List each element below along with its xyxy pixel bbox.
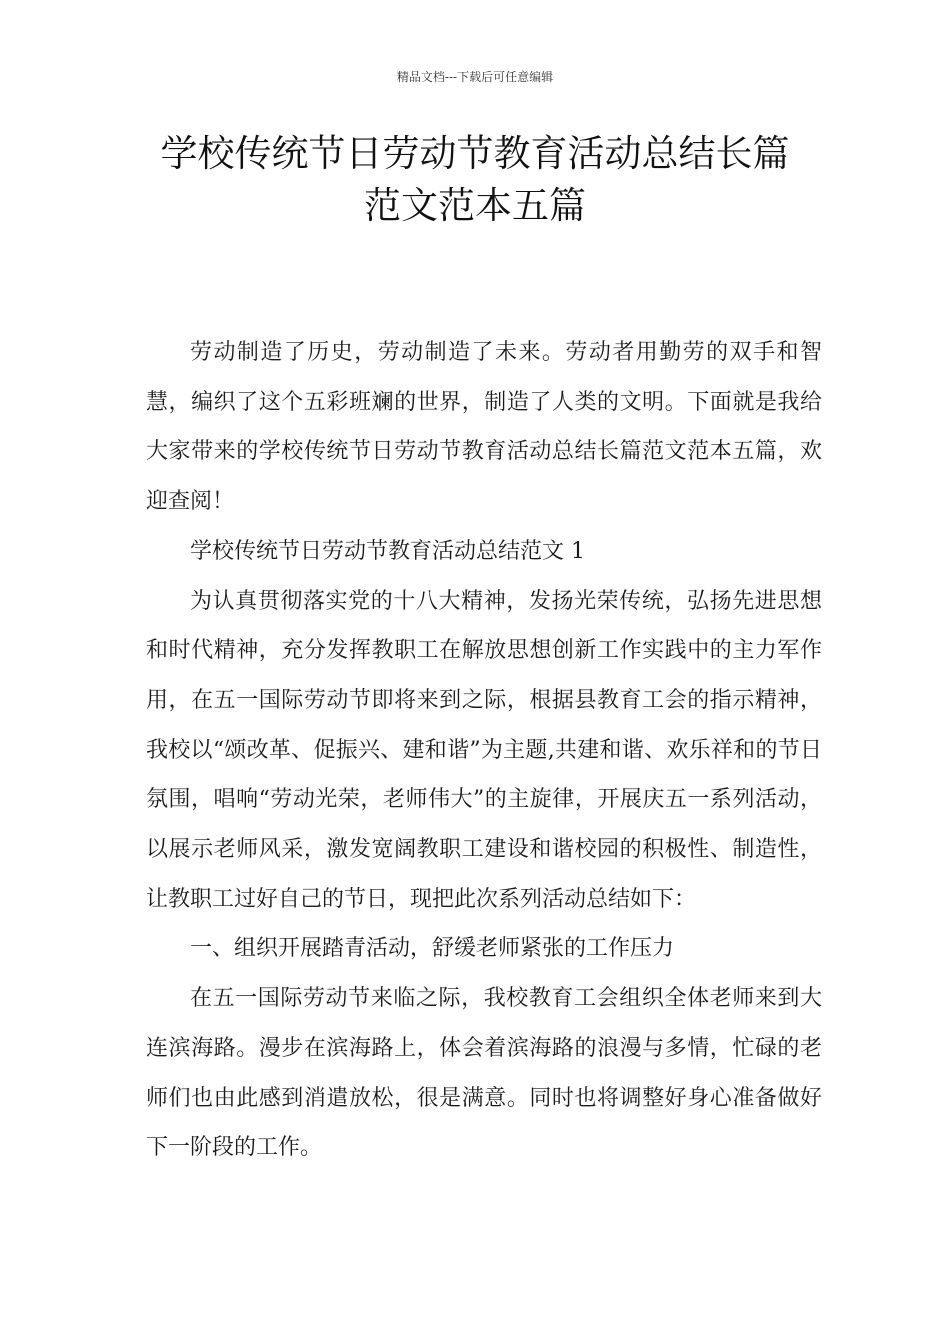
header-note: 精品文档---下载后可任意编辑: [396, 70, 554, 84]
essay-paragraph: 在五一国际劳动节来临之际，我校教育工会组织全体老师来到大连滨海路。漫步在滨海路上，体会着滨海路的浪漫与多情，忙碌的老师们也由此感到消遣放松，很是满意。同时也将调整好身心准备做好下一阶段的工作。: [146, 986, 822, 1161]
title-line-2: 范文范本五篇: [364, 184, 586, 227]
document-body: [146, 328, 822, 1173]
document-title: [90, 128, 860, 232]
intro-paragraph: 劳动制造了历史，劳动制造了未来。劳动者用勤劳的双手和智慧，编织了这个五彩班斓的世界，制造了人类的文明。下面就是我给大家带来的学校传统节日劳动节教育活动总结长篇范文范本五篇，欢迎查阅！: [146, 340, 822, 515]
section-heading-essay-1: 学校传统节日劳动节教育活动总结范文 1: [190, 538, 585, 564]
essay-paragraph: 为认真贯彻落实党的十八大精神，发扬光荣传统，弘扬先进思想和时代精神，充分发挥教职工在解放思想创新工作实践中的主力军作用，在五一国际劳动节即将来到之际，根据县教育工会的指示精神，我校以“颂改革、促振兴、建和谐”为主题,共建和谐、欢乐祥和的节日氛围，唱响“劳动光荣，老师伟大”的主旋律，开展庆五一系列活动，以展示老师风采，激发宽阔教职工建设和谐校园的积极性、制造性，让教职工过好自己的节日，现把此次系列活动总结如下：: [146, 588, 822, 912]
subsection-heading: 一、组织开展踏青活动，舒缓老师紧张的工作压力: [190, 936, 675, 962]
title-line-1: 学校传统节日劳动节教育活动总结长篇: [160, 132, 790, 175]
